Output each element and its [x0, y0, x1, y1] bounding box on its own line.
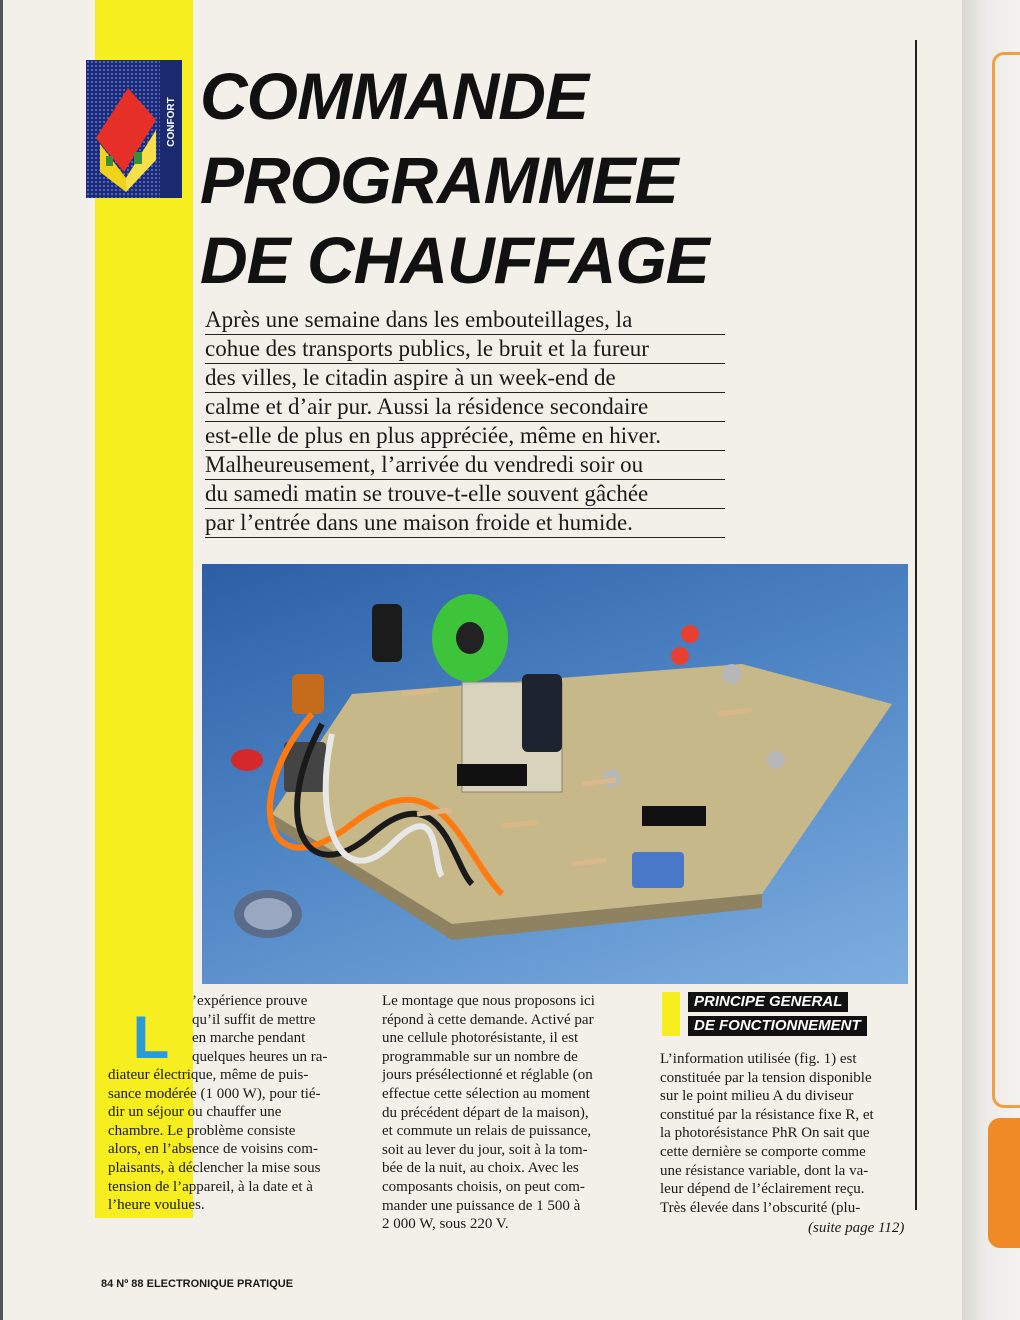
text-line: dir un séjour ou chauffer une [108, 1104, 282, 1121]
column-1 [108, 1066, 366, 1215]
text-line: plaisants, à déclencher la mise sous [108, 1159, 321, 1176]
text-line: du précédent départ de la maison), [382, 1104, 589, 1121]
text-line: une résistance variable, dont la va- [660, 1162, 869, 1179]
text-line: une cellule photorésistante, il est [382, 1030, 579, 1047]
text-line: constituée par la tension disponible [660, 1069, 872, 1086]
title-line-3: DE CHAUFFAGE [200, 223, 709, 297]
text-line: soit au lever du jour, soit à la tom- [382, 1141, 588, 1158]
text-line: tension de l’appareil, à la date et à [108, 1178, 313, 1195]
text-line: la photorésistance PhR On sait que [660, 1125, 870, 1142]
text-line: Le montage que nous proposons ici [382, 993, 595, 1009]
text-line: bée de la nuit, au choix. Avec les [382, 1160, 579, 1177]
section-heading-line-2: DE FONCTIONNEMENT [688, 1016, 867, 1036]
title-line-2: PROGRAMMEE [200, 143, 678, 217]
text-line: composants choisis, on peut com- [382, 1178, 585, 1195]
intro-line: par l’entrée dans une maison froide et humide. [205, 509, 725, 538]
text-line: constitué par la résistance fixe R, et [660, 1106, 874, 1123]
column-2 [382, 992, 644, 1234]
intro-line: Malheureusement, l’arrivée du vendredi soir ou [205, 451, 725, 480]
adjacent-page-orange-tab [988, 1118, 1020, 1248]
text-line: L’information utilisée (fig. 1) est [660, 1051, 857, 1067]
text-line: mander une puissance de 1 500 à [382, 1197, 581, 1214]
intro-line: est-elle de plus en plus appréciée, même en hiver. [205, 422, 725, 451]
text-line: leur dépend de l’éclairement reçu. [660, 1181, 865, 1198]
text-line: ’expérience prouve [192, 993, 308, 1009]
text-line: programmable sur un nombre de [382, 1048, 578, 1065]
intro-line: calme et d’air pur. Aussi la résidence secondaire [205, 393, 725, 422]
intro-line: Après une semaine dans les embouteillages, la [205, 306, 725, 335]
text-line: Très élevée dans l’obscurité (plu- [660, 1199, 861, 1216]
intro-line: cohue des transports publics, le bruit et la fureur [205, 335, 725, 364]
text-line: en marche pendant [192, 1030, 306, 1047]
intro-line: du samedi matin se trouve-t-elle souvent gâchée [205, 480, 725, 509]
text-line: qu’il suffit de mettre [192, 1011, 316, 1028]
dropcap-letter: L [132, 1003, 170, 1071]
text-line: répond à cette demande. Activé par [382, 1011, 594, 1028]
text-line: 2 000 W, sous 220 V. [382, 1216, 509, 1233]
text-line: quelques heures un ra- [192, 1048, 328, 1065]
text-line: cette dernière se comporte comme [660, 1143, 866, 1160]
section-heading-line-1: PRINCIPE GENERAL [688, 992, 848, 1012]
confort-house-logo [86, 60, 182, 198]
text-line: jours présélectionné et réglable (on [382, 1067, 593, 1084]
column-1-indented [192, 992, 364, 1066]
page-footer: 84 Nº 88 ELECTRONIQUE PRATIQUE [101, 1278, 294, 1290]
intro-line: des villes, le citadin aspire à un week-end de [205, 364, 725, 393]
title-line-1: COMMANDE [200, 59, 588, 133]
text-line: et commute un relais de puissance, [382, 1123, 592, 1140]
column-rule [915, 40, 917, 1210]
text-line: diateur électrique, même de puis- [108, 1067, 309, 1083]
text-line: alors, en l’absence de voisins com- [108, 1141, 318, 1158]
text-line: chambre. Le problème consiste [108, 1122, 296, 1139]
continuation-note: (suite page 112) [808, 1220, 905, 1236]
text-line: effectue cette sélection au moment [382, 1085, 590, 1102]
text-line: l’heure voulues. [108, 1197, 205, 1214]
page-spine-edge [0, 0, 3, 1320]
text-line: sance modérée (1 000 W), pour tié- [108, 1085, 321, 1102]
text-line: sur le point milieu A du diviseur [660, 1088, 854, 1105]
column-3 [660, 1050, 915, 1217]
circuit-board-photo [202, 564, 908, 984]
adjacent-page-box [992, 52, 1020, 1108]
section-heading-tab [662, 992, 680, 1036]
confort-label: CONFORT [166, 97, 177, 147]
